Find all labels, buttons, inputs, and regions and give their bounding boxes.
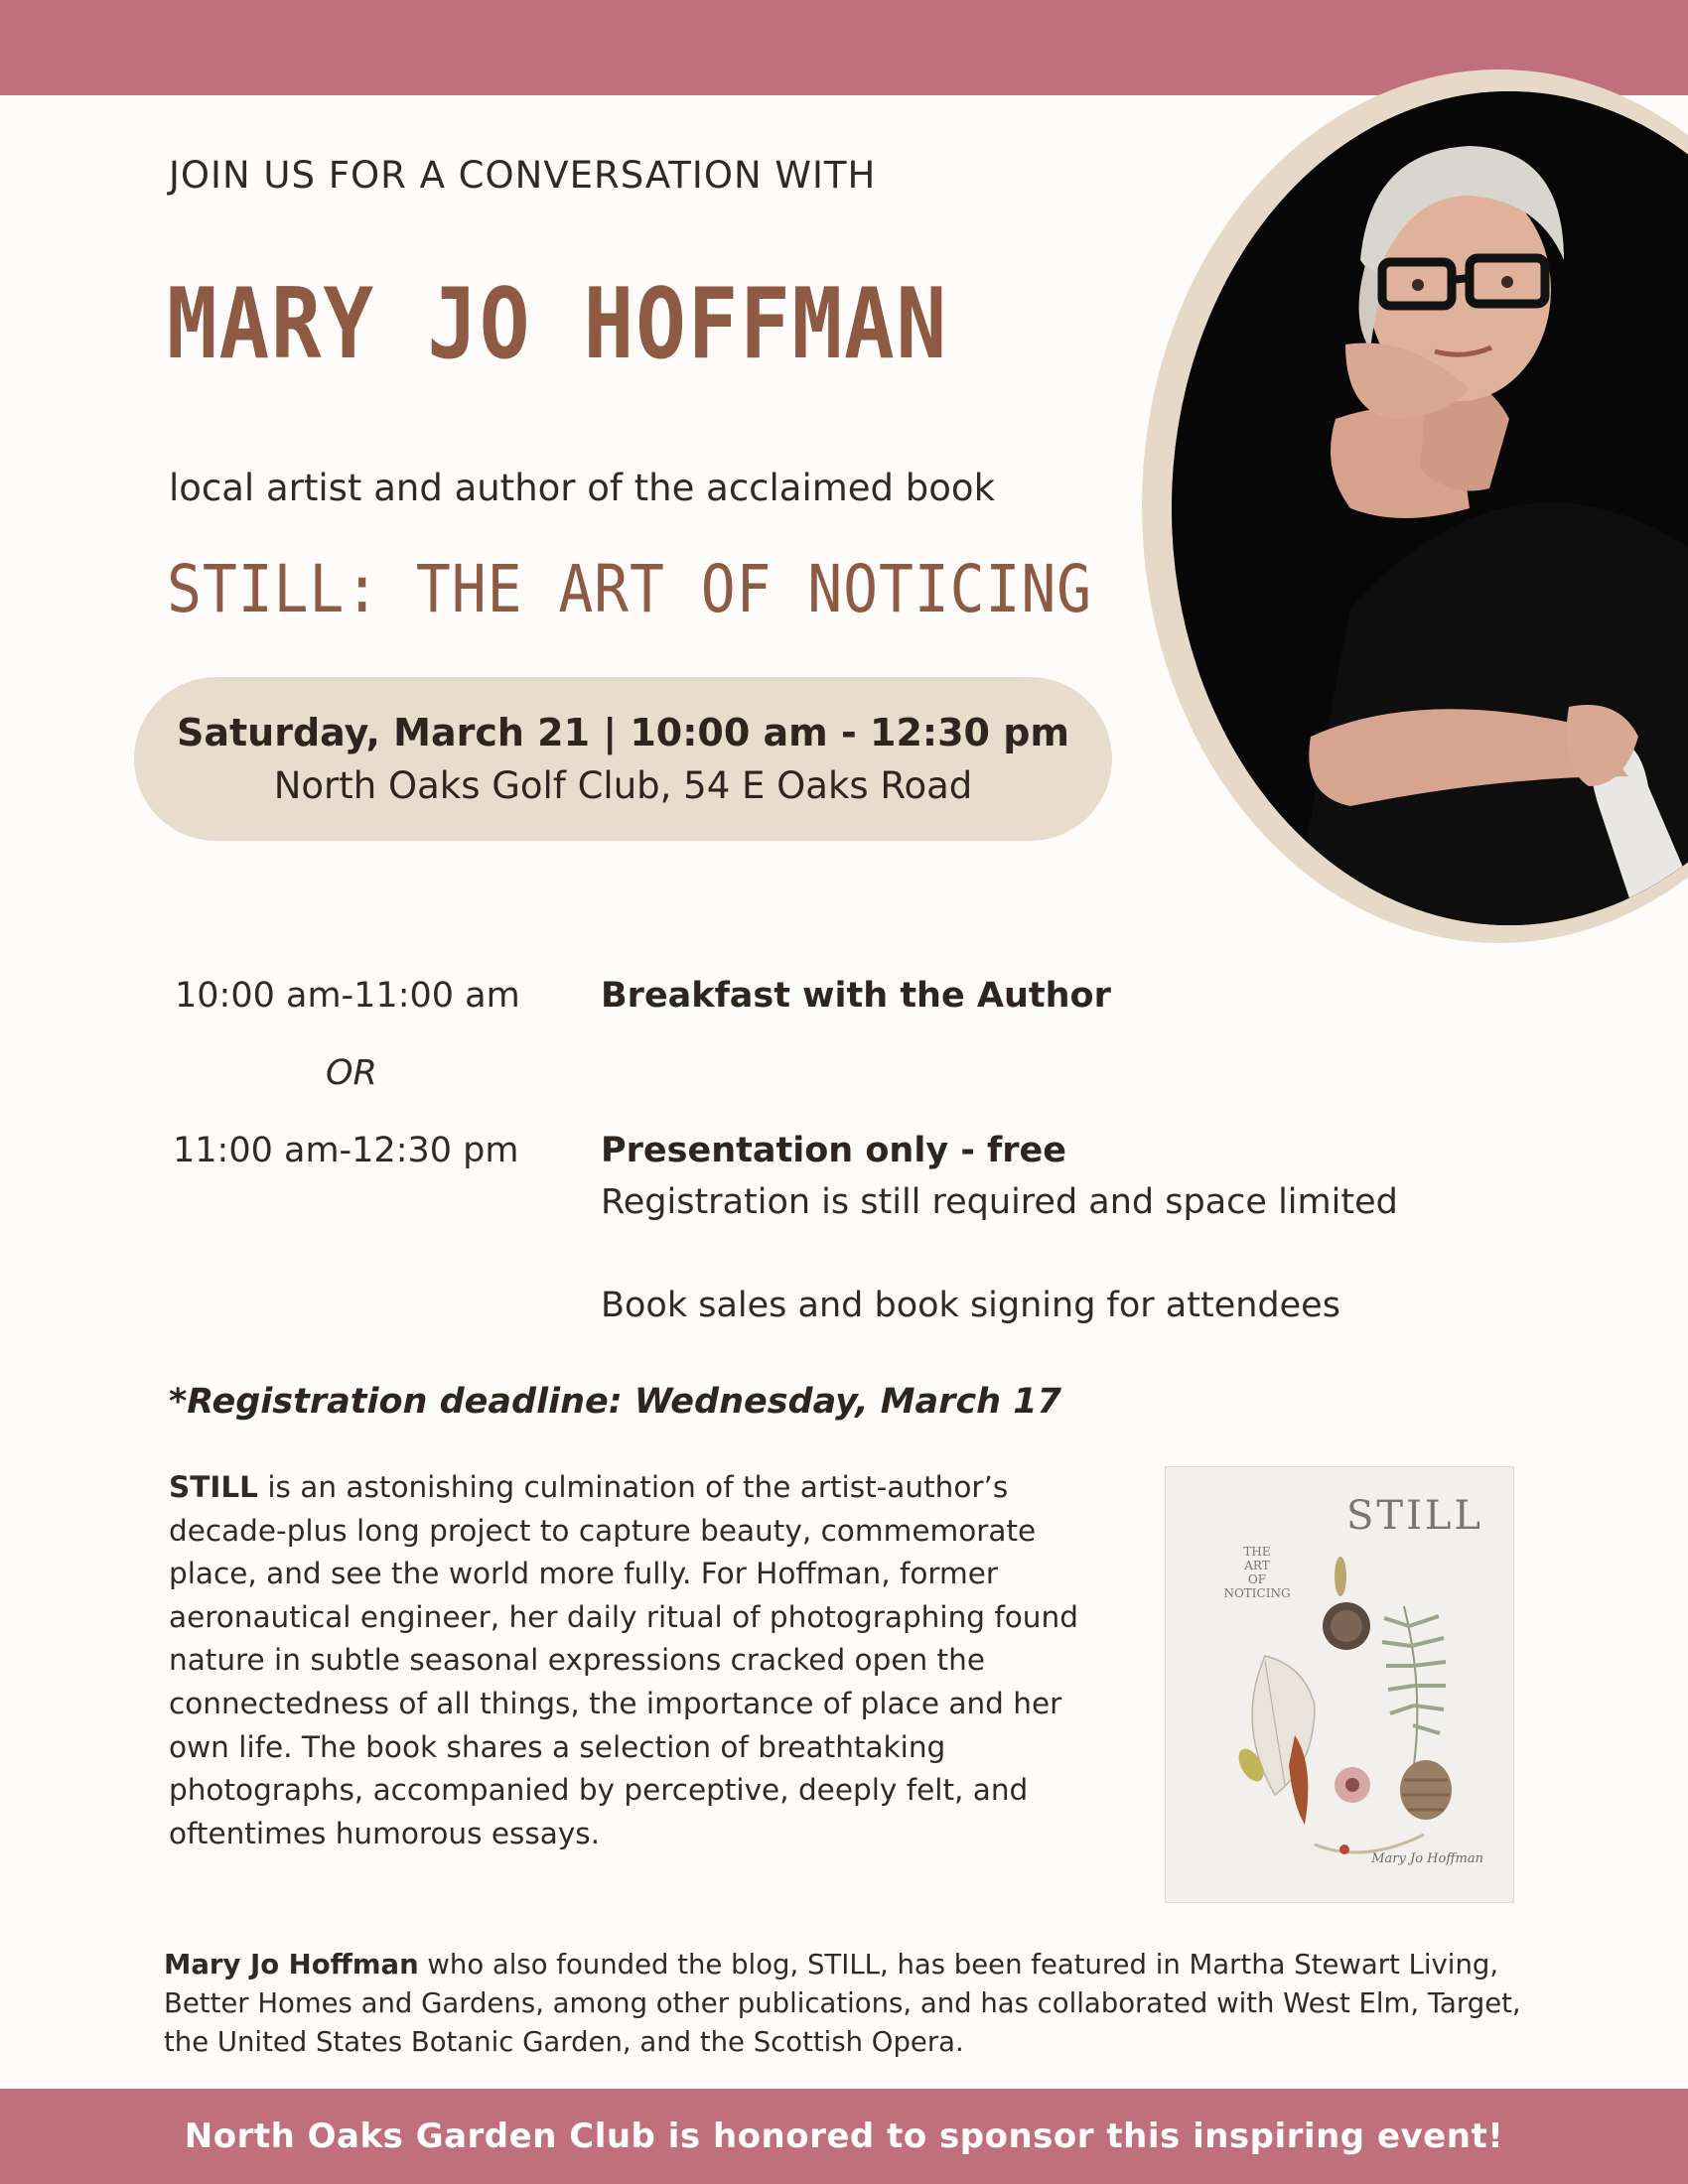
schedule-or-label: OR <box>326 1053 377 1093</box>
cover-subtitle-line: ART <box>1244 1559 1270 1572</box>
bio-lead: Mary Jo Hoffman <box>164 1949 419 1980</box>
book-title-heading: STILL: THE ART OF NOTICING <box>167 551 1093 627</box>
author-subtitle: local artist and author of the acclaimed book <box>169 467 995 509</box>
author-name-heading: MARY JO HOFFMAN <box>167 268 948 381</box>
cover-subtitle-line: NOTICING <box>1223 1586 1291 1600</box>
author-bio <box>164 1946 1534 2062</box>
sponsor-banner <box>0 2089 1688 2184</box>
cover-title: STILL <box>1345 1493 1483 1539</box>
cover-author: Mary Jo Hoffman <box>1371 1851 1483 1866</box>
description-lead: STILL <box>169 1470 258 1504</box>
description-body: is an astonishing culmination of the artist-author’s decade-plus long project to capture beauty, commemorate place, and see the world more fully. For Hoffman, former aeronautical engineer, her daily ritual of photographing found nature in subtle seasonal expressions cracked open the connectedness of all things, the importance of place and her own life. The book shares a selection of breathtaking photographs, accompanied by perceptive, deeply felt, and oftentimes humorous essays. <box>169 1470 1078 1850</box>
schedule-title-breakfast: Breakfast with the Author <box>601 976 1111 1016</box>
cover-subtitle-line: OF <box>1247 1572 1267 1586</box>
event-date-time: Saturday, March 21 | 10:00 am - 12:30 pm <box>177 711 1069 754</box>
book-sales-note: Book sales and book signing for attendees <box>601 1286 1340 1325</box>
cover-subtitle-line: THE <box>1243 1545 1271 1559</box>
event-location: North Oaks Golf Club, 54 E Oaks Road <box>273 764 973 807</box>
registration-deadline: *Registration deadline: Wednesday, March 17 <box>169 1382 1061 1422</box>
book-cover-image <box>1165 1466 1514 1903</box>
registration-note: Registration is still required and space limited <box>601 1182 1398 1222</box>
cover-botanical-illustration <box>1166 1467 1514 1903</box>
event-kicker: JOIN US FOR A CONVERSATION WITH <box>169 154 877 197</box>
schedule-time-breakfast: 10:00 am-11:00 am <box>175 976 520 1016</box>
bio-body: who also founded the blog, STILL, has been featured in Martha Stewart Living, Better Homes and Gardens, among other publications, and has collaborated with West Elm, Target, the United States Botanic Garden, and the Scottish Opera. <box>164 1949 1521 2058</box>
schedule-time-presentation: 11:00 am-12:30 pm <box>173 1131 519 1170</box>
book-description <box>169 1466 1082 1855</box>
schedule-title-presentation: Presentation only - free <box>601 1131 1066 1170</box>
sponsor-text: North Oaks Garden Club is honored to sponsor this inspiring event! <box>184 2116 1504 2156</box>
event-details-pill <box>134 677 1112 841</box>
